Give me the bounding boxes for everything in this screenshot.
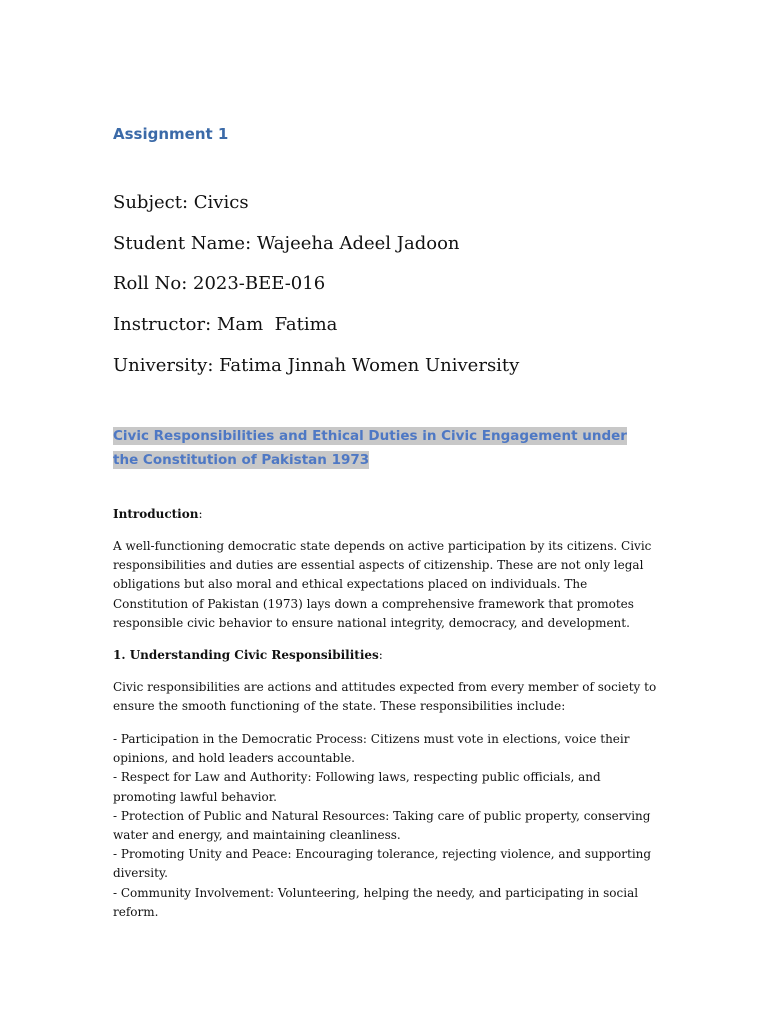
list-item: - Community Involvement: Volunteering, helping the needy, and participating in social reform. [113, 885, 639, 919]
list-item: - Respect for Law and Authority: Following laws, respecting public officials, and promoting lawful behavior. [113, 770, 601, 804]
document-title-text: Civic Responsibilities and Ethical Duties in Civic Engagement under the Constitution of Pakistan 1973 [113, 428, 627, 468]
document-title [113, 424, 633, 472]
introduction-heading [113, 505, 658, 524]
section-one-heading-text: 1. Understanding Civic Responsibilities [113, 648, 379, 662]
roll-no-line: Roll No: 2023-BEE-016 [113, 273, 326, 294]
introduction-paragraph: A well-functioning democratic state depends on active participation by its citizens. Civic responsibilities and duties are essential aspects of citizenship. These are not only legal obligations but also moral and ethical expectations placed on individuals. The Constitution of Pakistan (1973) lays down a comprehensive framework that promotes responsible civic behavior to ensure national integrity, democracy, and development. [113, 539, 652, 630]
instructor-line: Instructor: Mam Fatima [113, 314, 338, 335]
assignment-label: Assignment 1 [113, 125, 229, 143]
student-name-line: Student Name: Wajeeha Adeel Jadoon [113, 233, 460, 254]
section-one-heading-colon: : [378, 648, 383, 662]
list-item: - Participation in the Democratic Process: Citizens must vote in elections, voice their opinions, and hold leaders accountable. [113, 732, 630, 766]
list-item: - Promoting Unity and Peace: Encouraging tolerance, rejecting violence, and supporting diversity. [113, 847, 652, 881]
introduction-heading-colon: : [198, 507, 203, 521]
subject-line: Subject: Civics [113, 192, 249, 213]
responsibilities-list [113, 730, 658, 922]
section-one-paragraph: Civic responsibilities are actions and attitudes expected from every member of society to ensure the smooth functioning of the state. These responsibilities include: [113, 680, 657, 714]
section-one-heading [113, 646, 658, 665]
list-item: - Protection of Public and Natural Resources: Taking care of public property, conserving water and energy, and maintaining cleanliness. [113, 808, 651, 843]
university-line: University: Fatima Jinnah Women University [113, 355, 520, 376]
introduction-heading-text: Introduction [113, 507, 199, 521]
